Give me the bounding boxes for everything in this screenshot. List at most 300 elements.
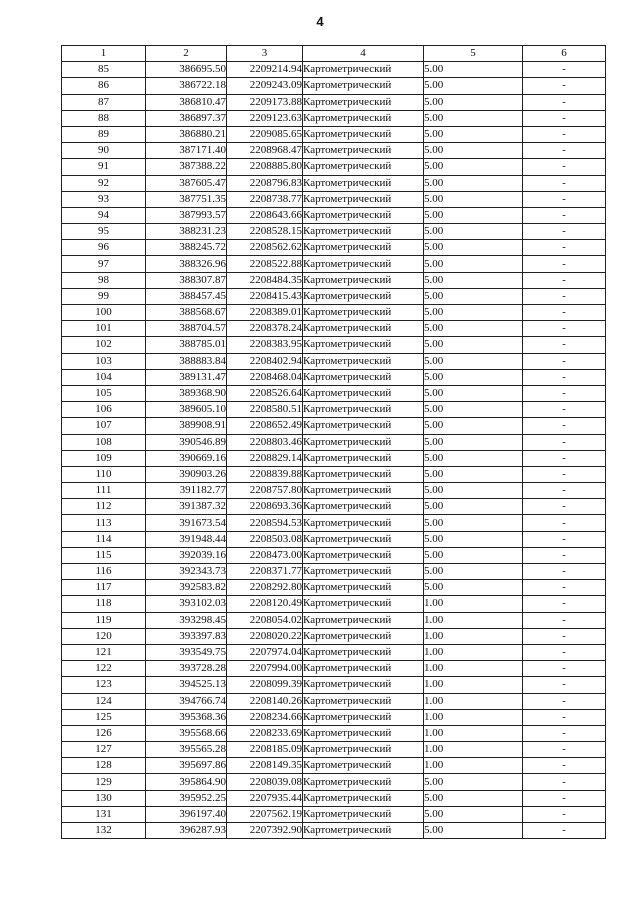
table-row <box>62 224 606 240</box>
note-cell: - <box>523 596 606 612</box>
accuracy-cell: 5.00 <box>424 62 523 78</box>
y-coordinate-cell: 2208803.46 <box>227 434 303 450</box>
method-cell: Картометрический <box>303 207 424 223</box>
note-cell: - <box>523 450 606 466</box>
x-coordinate-cell: 392039.16 <box>146 547 227 563</box>
table-row <box>62 288 606 304</box>
note-cell: - <box>523 742 606 758</box>
table-row <box>62 110 606 126</box>
table-row <box>62 450 606 466</box>
method-cell: Картометрический <box>303 515 424 531</box>
point-number-cell: 96 <box>62 240 146 256</box>
accuracy-cell: 5.00 <box>424 580 523 596</box>
note-cell: - <box>523 385 606 401</box>
note-cell: - <box>523 483 606 499</box>
accuracy-cell: 5.00 <box>424 790 523 806</box>
accuracy-cell: 1.00 <box>424 628 523 644</box>
table-row <box>62 580 606 596</box>
method-cell: Картометрический <box>303 337 424 353</box>
method-cell: Картометрический <box>303 661 424 677</box>
point-number-cell: 110 <box>62 466 146 482</box>
y-coordinate-cell: 2209123.63 <box>227 110 303 126</box>
accuracy-cell: 5.00 <box>424 531 523 547</box>
point-number-cell: 85 <box>62 62 146 78</box>
point-number-cell: 121 <box>62 644 146 660</box>
table-row <box>62 725 606 741</box>
y-coordinate-cell: 2208233.69 <box>227 725 303 741</box>
y-coordinate-cell: 2208149.35 <box>227 758 303 774</box>
x-coordinate-cell: 393397.83 <box>146 628 227 644</box>
y-coordinate-cell: 2209173.88 <box>227 94 303 110</box>
note-cell: - <box>523 159 606 175</box>
note-cell: - <box>523 305 606 321</box>
table-row <box>62 709 606 725</box>
note-cell: - <box>523 661 606 677</box>
x-coordinate-cell: 386695.50 <box>146 62 227 78</box>
x-coordinate-cell: 388245.72 <box>146 240 227 256</box>
method-cell: Картометрический <box>303 191 424 207</box>
note-cell: - <box>523 62 606 78</box>
table-row <box>62 207 606 223</box>
x-coordinate-cell: 390546.89 <box>146 434 227 450</box>
note-cell: - <box>523 418 606 434</box>
point-number-cell: 106 <box>62 402 146 418</box>
accuracy-cell: 5.00 <box>424 515 523 531</box>
point-number-cell: 97 <box>62 256 146 272</box>
table-row <box>62 661 606 677</box>
y-coordinate-cell: 2207994.00 <box>227 661 303 677</box>
y-coordinate-cell: 2208402.94 <box>227 353 303 369</box>
point-number-cell: 100 <box>62 305 146 321</box>
table-row <box>62 159 606 175</box>
table-row <box>62 628 606 644</box>
y-coordinate-cell: 2208643.66 <box>227 207 303 223</box>
accuracy-cell: 5.00 <box>424 466 523 482</box>
x-coordinate-cell: 387388.22 <box>146 159 227 175</box>
x-coordinate-cell: 393549.75 <box>146 644 227 660</box>
note-cell: - <box>523 547 606 563</box>
y-coordinate-cell: 2208562.62 <box>227 240 303 256</box>
point-number-cell: 107 <box>62 418 146 434</box>
accuracy-cell: 5.00 <box>424 288 523 304</box>
y-coordinate-cell: 2208738.77 <box>227 191 303 207</box>
note-cell: - <box>523 515 606 531</box>
method-cell: Картометрический <box>303 644 424 660</box>
table-row <box>62 78 606 94</box>
note-cell: - <box>523 321 606 337</box>
x-coordinate-cell: 389605.10 <box>146 402 227 418</box>
table-header <box>62 46 606 62</box>
y-coordinate-cell: 2208473.00 <box>227 547 303 563</box>
method-cell: Картометрический <box>303 78 424 94</box>
table-row <box>62 693 606 709</box>
column-header-2: 2 <box>146 46 227 62</box>
accuracy-cell: 5.00 <box>424 126 523 142</box>
x-coordinate-cell: 389131.47 <box>146 369 227 385</box>
accuracy-cell: 5.00 <box>424 418 523 434</box>
note-cell: - <box>523 693 606 709</box>
point-number-cell: 94 <box>62 207 146 223</box>
point-number-cell: 111 <box>62 483 146 499</box>
accuracy-cell: 5.00 <box>424 369 523 385</box>
y-coordinate-cell: 2208383.95 <box>227 337 303 353</box>
point-number-cell: 108 <box>62 434 146 450</box>
x-coordinate-cell: 392343.73 <box>146 564 227 580</box>
y-coordinate-cell: 2208757.80 <box>227 483 303 499</box>
point-number-cell: 104 <box>62 369 146 385</box>
point-number-cell: 101 <box>62 321 146 337</box>
y-coordinate-cell: 2208292.80 <box>227 580 303 596</box>
note-cell: - <box>523 531 606 547</box>
table-row <box>62 305 606 321</box>
accuracy-cell: 5.00 <box>424 823 523 839</box>
accuracy-cell: 5.00 <box>424 353 523 369</box>
note-cell: - <box>523 466 606 482</box>
accuracy-cell: 5.00 <box>424 450 523 466</box>
y-coordinate-cell: 2207974.04 <box>227 644 303 660</box>
method-cell: Картометрический <box>303 742 424 758</box>
method-cell: Картометрический <box>303 499 424 515</box>
y-coordinate-cell: 2208185.09 <box>227 742 303 758</box>
y-coordinate-cell: 2208099.39 <box>227 677 303 693</box>
method-cell: Картометрический <box>303 224 424 240</box>
x-coordinate-cell: 396287.93 <box>146 823 227 839</box>
accuracy-cell: 5.00 <box>424 110 523 126</box>
x-coordinate-cell: 386897.37 <box>146 110 227 126</box>
note-cell: - <box>523 337 606 353</box>
method-cell: Картометрический <box>303 580 424 596</box>
point-number-cell: 113 <box>62 515 146 531</box>
method-cell: Картометрический <box>303 288 424 304</box>
method-cell: Картометрический <box>303 483 424 499</box>
accuracy-cell: 5.00 <box>424 256 523 272</box>
method-cell: Картометрический <box>303 774 424 790</box>
point-number-cell: 89 <box>62 126 146 142</box>
note-cell: - <box>523 240 606 256</box>
note-cell: - <box>523 823 606 839</box>
y-coordinate-cell: 2208968.47 <box>227 143 303 159</box>
accuracy-cell: 5.00 <box>424 272 523 288</box>
table-row <box>62 272 606 288</box>
y-coordinate-cell: 2208120.49 <box>227 596 303 612</box>
method-cell: Картометрический <box>303 272 424 288</box>
table-row <box>62 418 606 434</box>
x-coordinate-cell: 395368.36 <box>146 709 227 725</box>
note-cell: - <box>523 790 606 806</box>
point-number-cell: 127 <box>62 742 146 758</box>
page-number: 4 <box>316 14 324 29</box>
x-coordinate-cell: 386722.18 <box>146 78 227 94</box>
column-header-5: 5 <box>424 46 523 62</box>
method-cell: Картометрический <box>303 612 424 628</box>
x-coordinate-cell: 390903.26 <box>146 466 227 482</box>
method-cell: Картометрический <box>303 466 424 482</box>
x-coordinate-cell: 387171.40 <box>146 143 227 159</box>
note-cell: - <box>523 353 606 369</box>
x-coordinate-cell: 387751.35 <box>146 191 227 207</box>
x-coordinate-cell: 388326.96 <box>146 256 227 272</box>
y-coordinate-cell: 2207935.44 <box>227 790 303 806</box>
table-row <box>62 677 606 693</box>
point-number-cell: 118 <box>62 596 146 612</box>
point-number-cell: 116 <box>62 564 146 580</box>
point-number-cell: 129 <box>62 774 146 790</box>
point-number-cell: 114 <box>62 531 146 547</box>
note-cell: - <box>523 191 606 207</box>
x-coordinate-cell: 386810.47 <box>146 94 227 110</box>
y-coordinate-cell: 2208652.49 <box>227 418 303 434</box>
point-number-cell: 86 <box>62 78 146 94</box>
method-cell: Картометрический <box>303 806 424 822</box>
table-row <box>62 191 606 207</box>
method-cell: Картометрический <box>303 256 424 272</box>
method-cell: Картометрический <box>303 159 424 175</box>
accuracy-cell: 5.00 <box>424 240 523 256</box>
accuracy-cell: 5.00 <box>424 143 523 159</box>
table-row <box>62 515 606 531</box>
note-cell: - <box>523 272 606 288</box>
method-cell: Картометрический <box>303 62 424 78</box>
x-coordinate-cell: 393728.28 <box>146 661 227 677</box>
x-coordinate-cell: 395568.66 <box>146 725 227 741</box>
point-number-cell: 115 <box>62 547 146 563</box>
method-cell: Картометрический <box>303 385 424 401</box>
point-number-cell: 112 <box>62 499 146 515</box>
table-row <box>62 823 606 839</box>
note-cell: - <box>523 207 606 223</box>
point-number-cell: 122 <box>62 661 146 677</box>
table-row <box>62 758 606 774</box>
method-cell: Картометрический <box>303 321 424 337</box>
x-coordinate-cell: 395697.86 <box>146 758 227 774</box>
x-coordinate-cell: 391182.77 <box>146 483 227 499</box>
y-coordinate-cell: 2208839.88 <box>227 466 303 482</box>
x-coordinate-cell: 388883.84 <box>146 353 227 369</box>
note-cell: - <box>523 256 606 272</box>
y-coordinate-cell: 2208796.83 <box>227 175 303 191</box>
point-number-cell: 92 <box>62 175 146 191</box>
y-coordinate-cell: 2208522.88 <box>227 256 303 272</box>
x-coordinate-cell: 394525.13 <box>146 677 227 693</box>
x-coordinate-cell: 386880.21 <box>146 126 227 142</box>
x-coordinate-cell: 392583.82 <box>146 580 227 596</box>
y-coordinate-cell: 2207562.19 <box>227 806 303 822</box>
y-coordinate-cell: 2208526.64 <box>227 385 303 401</box>
note-cell: - <box>523 126 606 142</box>
table-row <box>62 644 606 660</box>
accuracy-cell: 1.00 <box>424 644 523 660</box>
x-coordinate-cell: 388704.57 <box>146 321 227 337</box>
point-number-cell: 103 <box>62 353 146 369</box>
table-row <box>62 547 606 563</box>
x-coordinate-cell: 393298.45 <box>146 612 227 628</box>
column-header-3: 3 <box>227 46 303 62</box>
table-row <box>62 774 606 790</box>
x-coordinate-cell: 388785.01 <box>146 337 227 353</box>
method-cell: Картометрический <box>303 305 424 321</box>
y-coordinate-cell: 2208468.04 <box>227 369 303 385</box>
note-cell: - <box>523 774 606 790</box>
note-cell: - <box>523 175 606 191</box>
note-cell: - <box>523 499 606 515</box>
table-header-row <box>62 46 606 62</box>
accuracy-cell: 5.00 <box>424 499 523 515</box>
note-cell: - <box>523 806 606 822</box>
x-coordinate-cell: 388568.67 <box>146 305 227 321</box>
y-coordinate-cell: 2207392.90 <box>227 823 303 839</box>
note-cell: - <box>523 110 606 126</box>
method-cell: Картометрический <box>303 758 424 774</box>
accuracy-cell: 5.00 <box>424 547 523 563</box>
point-number-cell: 99 <box>62 288 146 304</box>
point-number-cell: 102 <box>62 337 146 353</box>
point-number-cell: 126 <box>62 725 146 741</box>
table-row <box>62 337 606 353</box>
method-cell: Картометрический <box>303 240 424 256</box>
accuracy-cell: 5.00 <box>424 337 523 353</box>
column-header-4: 4 <box>303 46 424 62</box>
table-row <box>62 466 606 482</box>
table-row <box>62 321 606 337</box>
x-coordinate-cell: 389368.90 <box>146 385 227 401</box>
y-coordinate-cell: 2209214.94 <box>227 62 303 78</box>
column-header-1: 1 <box>62 46 146 62</box>
table-row <box>62 143 606 159</box>
coordinates-table <box>61 45 606 839</box>
y-coordinate-cell: 2208415.43 <box>227 288 303 304</box>
point-number-cell: 132 <box>62 823 146 839</box>
x-coordinate-cell: 388457.45 <box>146 288 227 304</box>
table-row <box>62 353 606 369</box>
accuracy-cell: 5.00 <box>424 434 523 450</box>
x-coordinate-cell: 388307.87 <box>146 272 227 288</box>
method-cell: Картометрический <box>303 693 424 709</box>
x-coordinate-cell: 393102.03 <box>146 596 227 612</box>
table-row <box>62 806 606 822</box>
accuracy-cell: 1.00 <box>424 661 523 677</box>
y-coordinate-cell: 2208503.08 <box>227 531 303 547</box>
accuracy-cell: 5.00 <box>424 191 523 207</box>
x-coordinate-cell: 388231.23 <box>146 224 227 240</box>
y-coordinate-cell: 2208580.51 <box>227 402 303 418</box>
table-row <box>62 94 606 110</box>
x-coordinate-cell: 390669.16 <box>146 450 227 466</box>
method-cell: Картометрический <box>303 143 424 159</box>
method-cell: Картометрический <box>303 418 424 434</box>
table-row <box>62 434 606 450</box>
x-coordinate-cell: 387993.57 <box>146 207 227 223</box>
note-cell: - <box>523 628 606 644</box>
note-cell: - <box>523 644 606 660</box>
point-number-cell: 105 <box>62 385 146 401</box>
x-coordinate-cell: 395952.25 <box>146 790 227 806</box>
accuracy-cell: 5.00 <box>424 564 523 580</box>
point-number-cell: 93 <box>62 191 146 207</box>
table-row <box>62 256 606 272</box>
x-coordinate-cell: 389908.91 <box>146 418 227 434</box>
y-coordinate-cell: 2208885.80 <box>227 159 303 175</box>
point-number-cell: 90 <box>62 143 146 159</box>
accuracy-cell: 1.00 <box>424 612 523 628</box>
point-number-cell: 117 <box>62 580 146 596</box>
note-cell: - <box>523 612 606 628</box>
method-cell: Картометрический <box>303 94 424 110</box>
point-number-cell: 130 <box>62 790 146 806</box>
point-number-cell: 119 <box>62 612 146 628</box>
accuracy-cell: 1.00 <box>424 709 523 725</box>
y-coordinate-cell: 2208054.02 <box>227 612 303 628</box>
x-coordinate-cell: 396197.40 <box>146 806 227 822</box>
note-cell: - <box>523 580 606 596</box>
table-row <box>62 564 606 580</box>
point-number-cell: 128 <box>62 758 146 774</box>
method-cell: Картометрический <box>303 628 424 644</box>
method-cell: Картометрический <box>303 596 424 612</box>
note-cell: - <box>523 402 606 418</box>
accuracy-cell: 1.00 <box>424 725 523 741</box>
y-coordinate-cell: 2208371.77 <box>227 564 303 580</box>
table-row <box>62 596 606 612</box>
x-coordinate-cell: 391673.54 <box>146 515 227 531</box>
y-coordinate-cell: 2209085.65 <box>227 126 303 142</box>
note-cell: - <box>523 709 606 725</box>
accuracy-cell: 5.00 <box>424 774 523 790</box>
x-coordinate-cell: 391387.32 <box>146 499 227 515</box>
point-number-cell: 124 <box>62 693 146 709</box>
method-cell: Картометрический <box>303 434 424 450</box>
table-row <box>62 402 606 418</box>
point-number-cell: 131 <box>62 806 146 822</box>
point-number-cell: 98 <box>62 272 146 288</box>
method-cell: Картометрический <box>303 725 424 741</box>
point-number-cell: 120 <box>62 628 146 644</box>
note-cell: - <box>523 677 606 693</box>
accuracy-cell: 5.00 <box>424 483 523 499</box>
table-row <box>62 175 606 191</box>
method-cell: Картометрический <box>303 823 424 839</box>
table-row <box>62 240 606 256</box>
method-cell: Картометрический <box>303 547 424 563</box>
table-row <box>62 483 606 499</box>
accuracy-cell: 5.00 <box>424 385 523 401</box>
note-cell: - <box>523 288 606 304</box>
method-cell: Картометрический <box>303 531 424 547</box>
note-cell: - <box>523 434 606 450</box>
y-coordinate-cell: 2208389.01 <box>227 305 303 321</box>
accuracy-cell: 5.00 <box>424 78 523 94</box>
y-coordinate-cell: 2209243.09 <box>227 78 303 94</box>
y-coordinate-cell: 2208693.36 <box>227 499 303 515</box>
y-coordinate-cell: 2208594.53 <box>227 515 303 531</box>
note-cell: - <box>523 369 606 385</box>
table-row <box>62 742 606 758</box>
accuracy-cell: 5.00 <box>424 207 523 223</box>
accuracy-cell: 5.00 <box>424 305 523 321</box>
accuracy-cell: 5.00 <box>424 402 523 418</box>
table-row <box>62 369 606 385</box>
y-coordinate-cell: 2208484.35 <box>227 272 303 288</box>
method-cell: Картометрический <box>303 677 424 693</box>
method-cell: Картометрический <box>303 790 424 806</box>
y-coordinate-cell: 2208528.15 <box>227 224 303 240</box>
table-row <box>62 612 606 628</box>
method-cell: Картометрический <box>303 175 424 191</box>
x-coordinate-cell: 394766.74 <box>146 693 227 709</box>
point-number-cell: 91 <box>62 159 146 175</box>
note-cell: - <box>523 758 606 774</box>
column-header-6: 6 <box>523 46 606 62</box>
note-cell: - <box>523 94 606 110</box>
